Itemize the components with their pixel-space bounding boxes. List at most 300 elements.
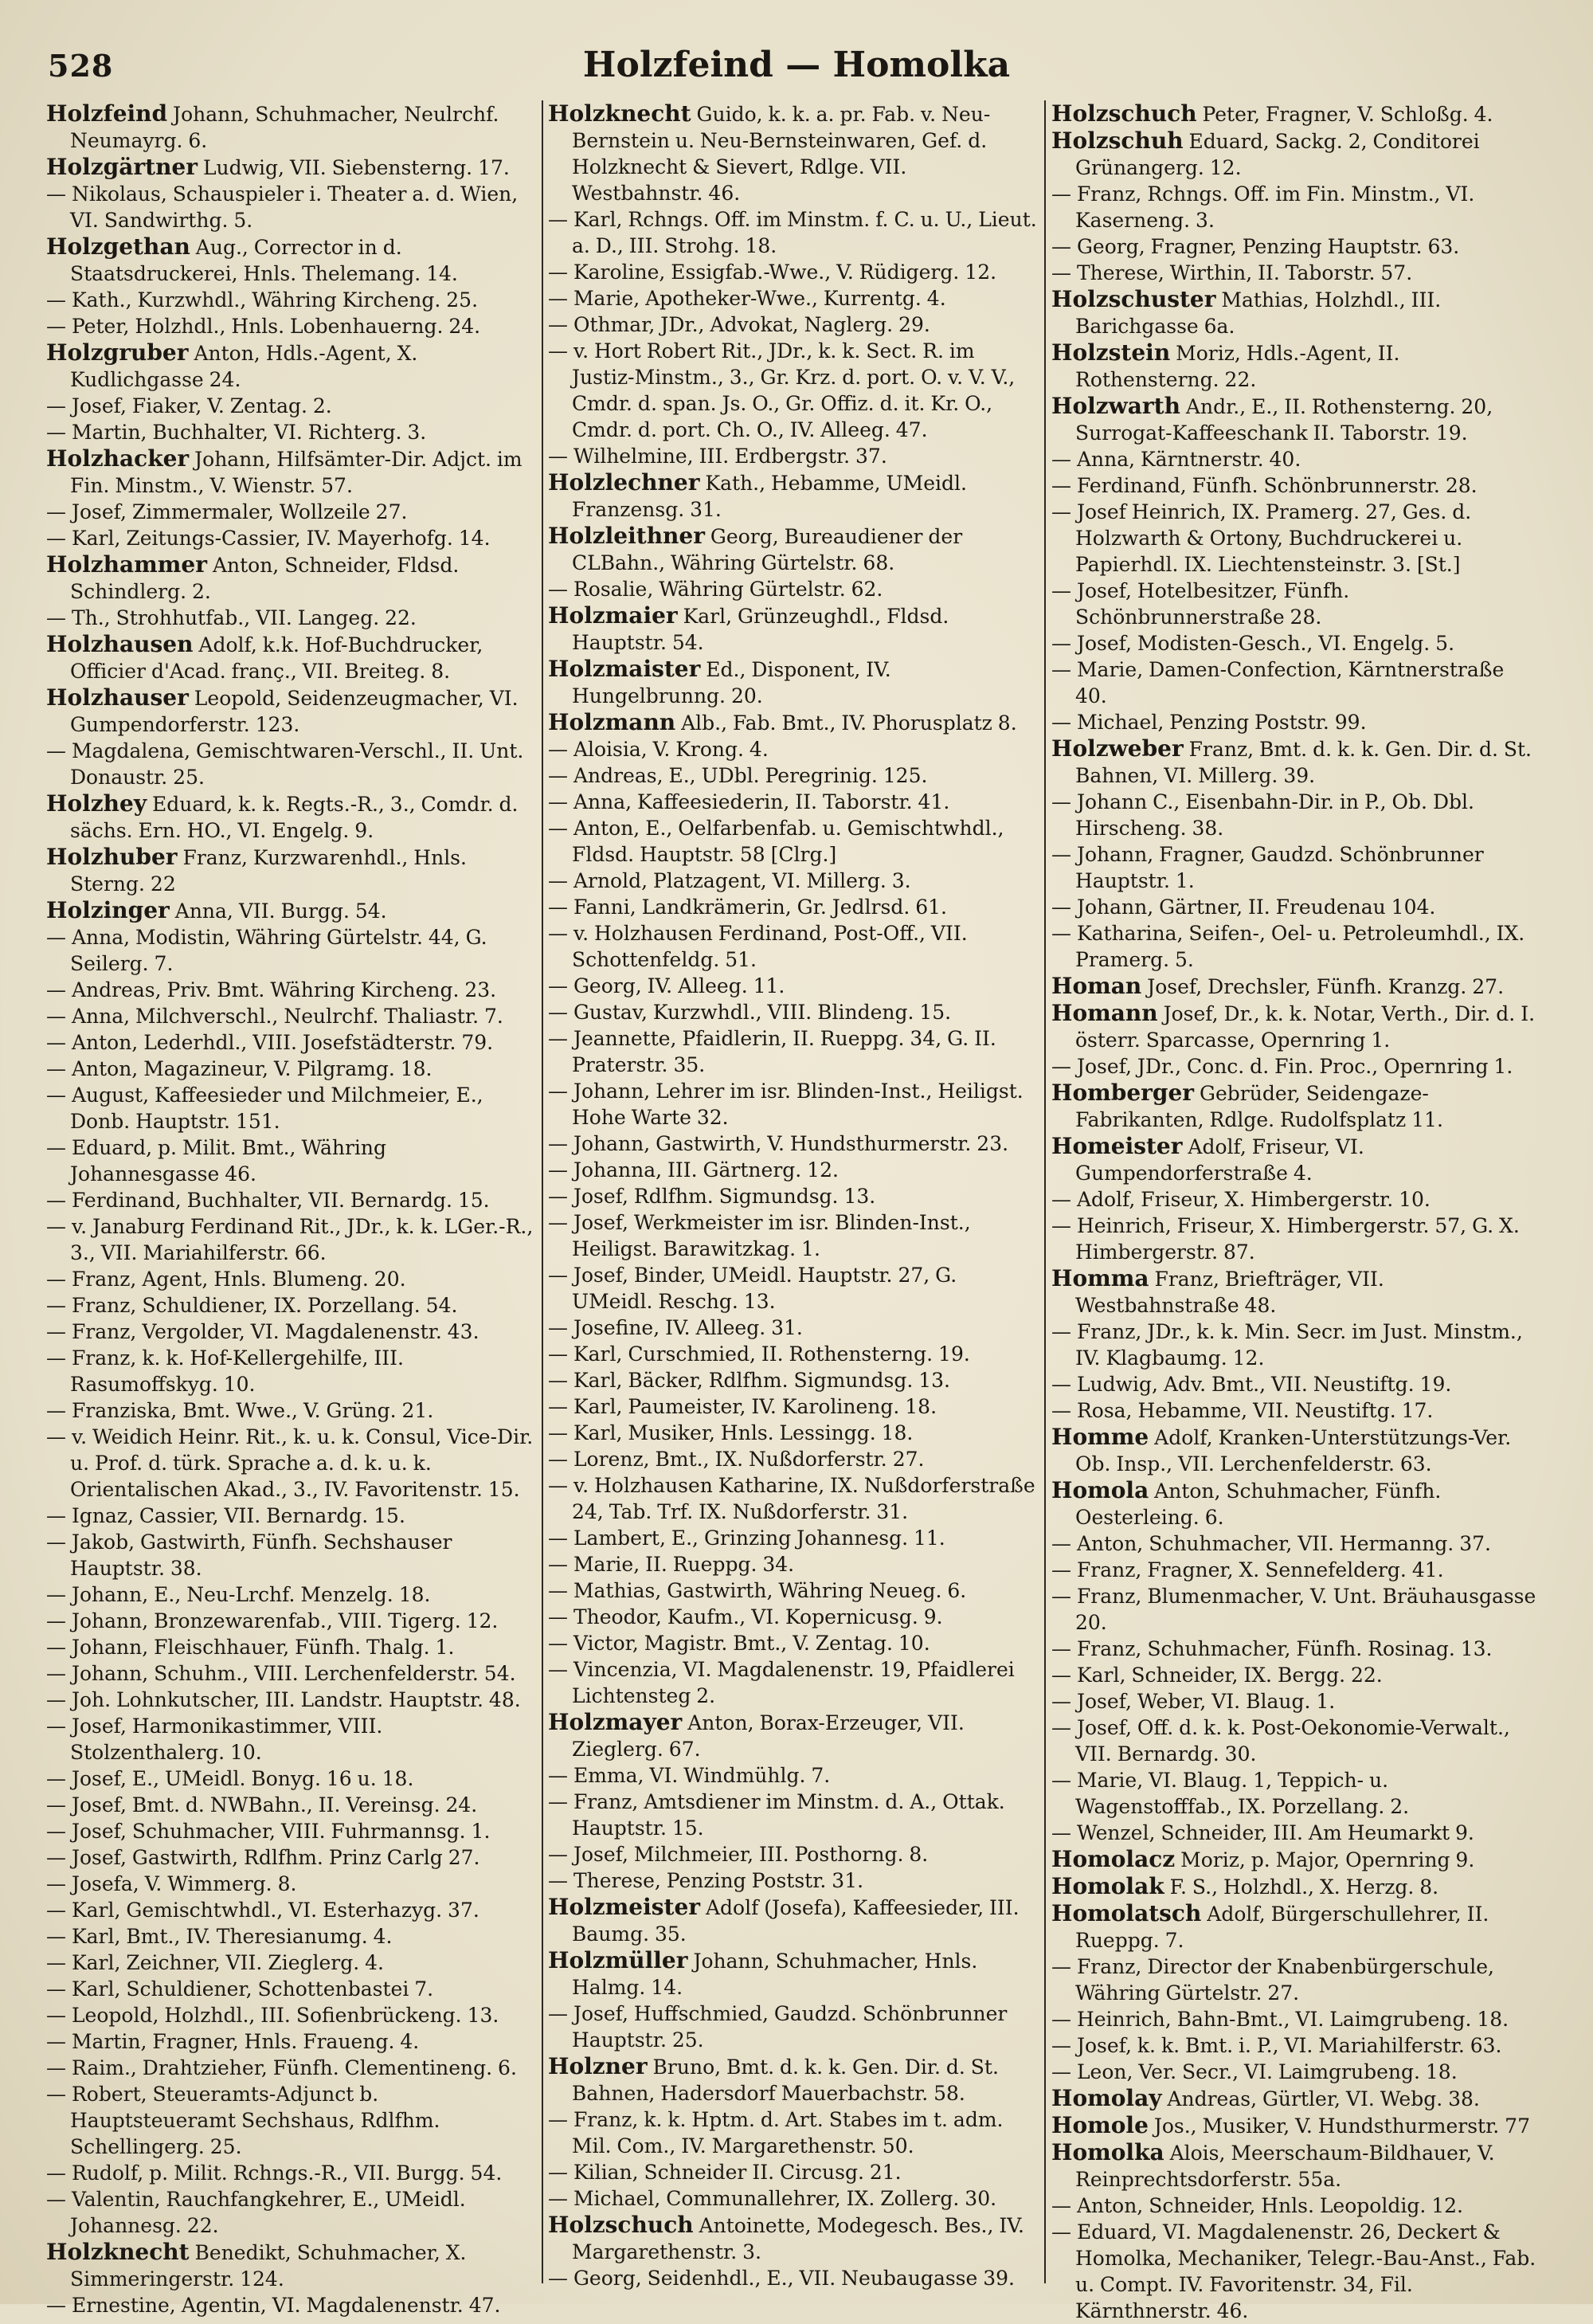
page-header xyxy=(48,45,1545,89)
directory-entry xyxy=(1051,1688,1540,1715)
directory-entry xyxy=(46,897,535,924)
directory-entry xyxy=(46,1082,535,1135)
directory-entry xyxy=(1051,630,1540,656)
entry-details: Franz, Briefträger, VII. Westbahnstraße 48. xyxy=(1075,1268,1384,1317)
entry-details: — Martin, Fragner, Hnls. Fraueng. 4. xyxy=(46,2030,420,2053)
entry-details: — v. Holzhausen Katharine, IX. Nußdorferstraße 24, Tab. Trf. IX. Nußdorferstr. 31. xyxy=(548,1474,1035,1523)
entry-details: — Heinrich, Friseur, X. Himbergerstr. 57, G. X. Himbergerstr. 87. xyxy=(1051,1214,1520,1264)
entry-details: Josef, Drechsler, Fünfh. Kranzg. 27. xyxy=(1141,975,1505,998)
entry-details: Eduard, k. k. Regts.-R., 3., Comdr. d. sächs. Ern. HO., VI. Engelg. 9. xyxy=(70,793,519,842)
directory-entry xyxy=(46,1135,535,1187)
entry-surname: Holzgärtner xyxy=(46,154,198,180)
directory-entry xyxy=(548,2159,1037,2185)
directory-entry xyxy=(1051,1846,1540,1873)
entry-details: — Josef, Werkmeister im isr. Blinden-Inst., Heiligst. Barawitzkag. 1. xyxy=(548,1211,971,1260)
entry-details: — Johann, Lehrer im isr. Blinden-Inst., Heiligst. Hohe Warte 32. xyxy=(548,1080,1024,1129)
entry-details: — Anton, Magazineur, V. Pilgramg. 18. xyxy=(46,1057,432,1080)
entry-details: Anton, Borax-Erzeuger, VII. Zieglerg. 67. xyxy=(572,1711,965,1761)
column-2 xyxy=(548,100,1037,2290)
entry-details: — Josef, Hotelbesitzer, Fünfh. Schönbrunnerstraße 28. xyxy=(1051,579,1350,629)
entry-surname: Homolak xyxy=(1051,1873,1164,1899)
entry-surname: Homma xyxy=(1051,1265,1149,1291)
entry-details: — Karl, Curschmied, II. Rothensterng. 19. xyxy=(548,1342,970,1366)
directory-entry xyxy=(548,1577,1037,1604)
directory-entry xyxy=(1051,2139,1540,2193)
entry-surname: Homan xyxy=(1051,973,1142,999)
entry-surname: Holzhausen xyxy=(46,631,194,657)
entry-details: — Anton, E., Oelfarbenfab. u. Gemischtwhdl., Fldsd. Hauptstr. 58 [Clrg.] xyxy=(548,817,1004,866)
entry-details: — Josefa, V. Wimmerg. 8. xyxy=(46,1872,297,1895)
directory-entry xyxy=(46,1397,535,1424)
entry-details: — Franz, k. k. Hof-Kellergehilfe, III. Rasumoffskyg. 10. xyxy=(46,1346,405,1396)
entry-details: Ludwig, VII. Siebensterng. 17. xyxy=(198,156,510,179)
entry-details: Adolf, k.k. Hof-Buchdrucker, Officier d'Acad. franç., VII. Breiteg. 8. xyxy=(70,633,483,683)
page-number: 528 xyxy=(48,48,114,84)
directory-entry xyxy=(46,1503,535,1529)
directory-entry xyxy=(46,1213,535,1266)
directory-entry xyxy=(548,1604,1037,1630)
entry-details: — Karl, Rchngs. Off. im Minstm. f. C. u. U., Lieut. a. D., III. Strohg. 18. xyxy=(548,208,1037,257)
entry-surname: Holzhammer xyxy=(46,551,207,578)
directory-entry xyxy=(46,393,535,419)
directory-entry xyxy=(46,419,535,445)
entry-details: — v. Hort Robert Rit., JDr., k. k. Sect. R. im Justiz-Minstm., 3., Gr. Krz. d. port. O. v. V. V., Cmdr. d. span. Js. O., Gr. Offiz. d. it. Kr. O., Cmdr. d. port. Ch. O., IV. Alleeg. 47. xyxy=(548,339,1016,441)
entry-surname: Holzschuch xyxy=(1051,100,1197,127)
directory-entry xyxy=(548,1341,1037,1367)
entry-details: Adolf, Friseur, VI. Gumpendorferstraße 4. xyxy=(1075,1135,1364,1185)
directory-entry xyxy=(548,973,1037,999)
directory-entry xyxy=(1051,2219,1540,2324)
entry-surname: Holzlechner xyxy=(548,469,700,496)
directory-entry xyxy=(548,1841,1037,1867)
entry-details: — Michael, Penzing Poststr. 99. xyxy=(1051,711,1367,734)
entry-details: — v. Weidich Heinr. Rit., k. u. k. Consul, Vice-Dir. u. Prof. d. türk. Sprache a. d. k. u. k. Orientalischen Akad., 3., IV. Favoritenstr. 15. xyxy=(46,1425,534,1501)
entry-details: — Johann, Fleischhauer, Fünfh. Thalg. 1. xyxy=(46,1636,455,1659)
directory-entry xyxy=(1051,1530,1540,1557)
directory-entry xyxy=(548,894,1037,920)
entry-details: — Gustav, Kurzwhdl., VIII. Blindeng. 15. xyxy=(548,1001,952,1024)
entry-details: — Karl, Zeichner, VII. Zieglerg. 4. xyxy=(46,1951,384,1974)
directory-entry xyxy=(548,443,1037,469)
directory-entry xyxy=(46,1976,535,2002)
entry-surname: Homme xyxy=(1051,1424,1149,1450)
entry-details: — Franziska, Bmt. Wwe., V. Grüng. 21. xyxy=(46,1399,434,1422)
directory-entry xyxy=(46,1187,535,1213)
entry-details: — Josef, Milchmeier, III. Posthorng. 8. xyxy=(548,1843,929,1866)
entry-surname: Homolatsch xyxy=(1051,1900,1202,1926)
entry-details: — Karl, Gemischtwhdl., VI. Esterhazyg. 37. xyxy=(46,1899,479,1922)
entry-details: — Anton, Lederhdl., VIII. Josefstädterstr. 79. xyxy=(46,1031,494,1054)
entry-details: — Karl, Schneider, IX. Bergg. 22. xyxy=(1051,1664,1383,1687)
directory-entry xyxy=(548,576,1037,602)
entry-details: — Wilhelmine, III. Erdbergstr. 37. xyxy=(548,445,887,468)
directory-entry xyxy=(548,999,1037,1025)
entry-details: Adolf, Kranken-Unterstützungs-Ver. Ob. Insp., VII. Lerchenfelderstr. 63. xyxy=(1075,1426,1512,1476)
entry-details: — Josef, Binder, UMeidl. Hauptstr. 27, G. UMeidl. Reschg. 13. xyxy=(548,1264,957,1313)
entry-details: — Therese, Wirthin, II. Taborstr. 57. xyxy=(1051,261,1413,284)
entry-details: — Kath., Kurzwhdl., Währing Kircheng. 25. xyxy=(46,288,479,312)
directory-entry xyxy=(46,1345,535,1397)
directory-entry xyxy=(548,1446,1037,1472)
entry-details: — Ernestine, Agentin, VI. Magdalenenstr. 47. xyxy=(46,2294,501,2317)
directory-entry xyxy=(548,2001,1037,2053)
entry-surname: Holzmüller xyxy=(548,1947,688,1973)
entry-details: Alb., Fab. Bmt., IV. Phorusplatz 8. xyxy=(675,711,1017,735)
directory-entry xyxy=(1051,578,1540,630)
entry-details: Adolf (Josefa), Kaffeesieder, III. Baumg. 35. xyxy=(572,1896,1020,1946)
entry-details: — Ludwig, Adv. Bmt., VII. Neustiftg. 19. xyxy=(1051,1373,1452,1396)
directory-entry xyxy=(46,1766,535,1792)
entry-details: — Karl, Musiker, Hnls. Lessingg. 18. xyxy=(548,1421,914,1444)
entry-details: — Franz, Schuhmacher, Fünfh. Rosinag. 13. xyxy=(1051,1637,1493,1660)
directory-entry xyxy=(1051,1265,1540,1319)
entry-details: — Josef, E., UMeidl. Bonyg. 16 u. 18. xyxy=(46,1767,414,1790)
directory-entry xyxy=(46,445,535,499)
entry-details: — Josef, Bmt. d. NWBahn., II. Vereinsg. 24. xyxy=(46,1793,478,1816)
entry-details: Alois, Meerschaum-Bildhauer, V. Reinprechtsdorferstr. 55a. xyxy=(1075,2142,1495,2191)
entry-details: — Lambert, E., Grinzing Johannesg. 11. xyxy=(548,1526,945,1550)
directory-entry xyxy=(46,181,535,233)
directory-entry xyxy=(548,1867,1037,1894)
entry-details: — Karl, Paumeister, IV. Karolineng. 18. xyxy=(548,1395,937,1418)
entry-surname: Holzmaier xyxy=(548,602,678,629)
directory-entry xyxy=(548,1789,1037,1841)
directory-entry xyxy=(548,1393,1037,1420)
entry-details: — Theodor, Kaufm., VI. Kopernicusg. 9. xyxy=(548,1605,943,1628)
entry-details: — Josef, Rdlfhm. Sigmundsg. 13. xyxy=(548,1185,876,1208)
entry-details: — Lorenz, Bmt., IX. Nußdorferstr. 27. xyxy=(548,1448,925,1471)
entry-details: Adolf, Bürgerschullehrer, II. Rueppg. 7. xyxy=(1075,1903,1489,1952)
entry-details: Anna, VII. Burgg. 54. xyxy=(169,899,387,923)
entry-details: — Jakob, Gastwirth, Fünfh. Sechshauser Hauptstr. 38. xyxy=(46,1530,452,1580)
entry-details: — Martin, Buchhalter, VI. Richterg. 3. xyxy=(46,421,427,444)
directory-entry xyxy=(1051,127,1540,181)
entry-details: Benedikt, Schuhmacher, X. Simmeringerstr. 124. xyxy=(70,2241,467,2291)
entry-details: — Vincenzia, VI. Magdalenenstr. 19, Pfaidlerei Lichtensteg 2. xyxy=(548,1658,1015,1707)
directory-entry xyxy=(46,2002,535,2028)
directory-entry xyxy=(46,1844,535,1871)
directory-entry xyxy=(548,523,1037,576)
entry-details: Johann, Schuhmacher, Hnls. Halmg. 14. xyxy=(572,1950,978,1999)
entry-details: — v. Holzhausen Ferdinand, Post-Off., VII. Schottenfeldg. 51. xyxy=(548,922,968,971)
directory-entry xyxy=(46,1897,535,1923)
entry-details: — Mathias, Gastwirth, Währing Neueg. 6. xyxy=(548,1579,967,1602)
entry-surname: Holzhauser xyxy=(46,684,189,711)
directory-entry xyxy=(548,815,1037,868)
entry-details: — Leon, Ver. Secr., VI. Laimgrubeng. 18. xyxy=(1051,2060,1458,2083)
entry-details: Johann, Hilfsämter-Dir. Adjct. im Fin. Minstm., V. Wienstr. 57. xyxy=(70,448,523,497)
directory-entry xyxy=(46,2028,535,2055)
entry-details: Franz, Bmt. d. k. k. Gen. Dir. d. St. Bahnen, VI. Millerg. 39. xyxy=(1075,738,1532,787)
entry-details: — Josef, Gastwirth, Rdlfhm. Prinz Carlg 27. xyxy=(46,1846,480,1869)
entry-details: Jos., Musiker, V. Hundsthurmerstr. 77 xyxy=(1148,2114,1530,2138)
directory-entry xyxy=(1051,1213,1540,1265)
directory-entry xyxy=(548,868,1037,894)
directory-entry xyxy=(46,1923,535,1950)
entry-details: — Ferdinand, Buchhalter, VII. Bernardg. 15. xyxy=(46,1189,490,1212)
directory-entry xyxy=(548,1131,1037,1157)
entry-details: — Johanna, III. Gärtnerg. 12. xyxy=(548,1158,839,1182)
directory-entry xyxy=(46,605,535,631)
directory-entry xyxy=(1051,1583,1540,1636)
directory-entry xyxy=(548,259,1037,285)
directory-entry xyxy=(548,762,1037,789)
entry-surname: Homole xyxy=(1051,2112,1149,2138)
directory-entry xyxy=(1051,735,1540,789)
directory-entry xyxy=(1051,1186,1540,1213)
entry-details: — Wenzel, Schneider, III. Am Heumarkt 9. xyxy=(1051,1821,1474,1844)
entry-details: Mathias, Holzhdl., III. Barichgasse 6a. xyxy=(1075,288,1442,338)
directory-entry xyxy=(1051,973,1540,1000)
entry-details: — Franz, k. k. Hptm. d. Art. Stabes im t. adm. Mil. Com., IV. Margarethenstr. 50. xyxy=(548,2108,1004,2157)
directory-entry xyxy=(46,2055,535,2081)
entry-details: — Franz, Fragner, X. Sennefelderg. 41. xyxy=(1051,1558,1444,1581)
directory-columns xyxy=(46,100,1547,2322)
entry-details: — Magdalena, Gemischtwaren-Verschl., II. Unt. Donaustr. 25. xyxy=(46,739,524,789)
directory-entry xyxy=(548,1894,1037,1947)
directory-entry xyxy=(46,2292,535,2318)
directory-entry xyxy=(1051,393,1540,446)
entry-details: — Therese, Penzing Poststr. 31. xyxy=(548,1869,864,1892)
entry-details: — Josefine, IV. Alleeg. 31. xyxy=(548,1316,803,1339)
entry-surname: Holzhuber xyxy=(46,844,178,870)
entry-surname: Homola xyxy=(1051,1477,1149,1503)
directory-entry xyxy=(46,1003,535,1029)
directory-entry xyxy=(1051,1636,1540,1662)
entry-details: Anton, Schuhmacher, Fünfh. Oesterleing. 6. xyxy=(1075,1479,1442,1529)
entry-details: — Eduard, p. Milit. Bmt., Währing Johannesgasse 46. xyxy=(46,1136,387,1186)
directory-entry xyxy=(548,1630,1037,1656)
entry-details: — Karl, Bäcker, Rdlfhm. Sigmundsg. 13. xyxy=(548,1369,950,1392)
entry-details: — Anna, Kärntnerstr. 40. xyxy=(1051,448,1301,471)
directory-entry xyxy=(1051,499,1540,578)
directory-entry xyxy=(46,2186,535,2239)
entry-details: — Franz, Blumenmacher, V. Unt. Bräuhausgasse 20. xyxy=(1051,1585,1536,1634)
directory-entry xyxy=(1051,2059,1540,2085)
entry-details: — Nikolaus, Schauspieler i. Theater a. d. Wien, VI. Sandwirthg. 5. xyxy=(46,182,519,232)
directory-entry xyxy=(1051,1000,1540,1053)
directory-entry xyxy=(46,2239,535,2292)
entry-details: — Peter, Holzhdl., Hnls. Lobenhauerng. 24. xyxy=(46,315,481,338)
entry-details: — Katharina, Seifen-, Oel- u. Petroleumhdl., IX. Pramerg. 5. xyxy=(1051,922,1525,971)
directory-entry xyxy=(548,1709,1037,1762)
entry-details: — Josef, Zimmermaler, Wollzeile 27. xyxy=(46,500,408,523)
entry-details: — Michael, Communallehrer, IX. Zollerg. 30. xyxy=(548,2187,997,2210)
directory-entry xyxy=(46,233,535,287)
entry-details: Moriz, Hdls.-Agent, II. Rothensterng. 22. xyxy=(1075,342,1400,391)
entry-details: — Karl, Zeitungs-Cassier, IV. Mayerhofg. 14. xyxy=(46,527,491,550)
directory-entry xyxy=(1051,1715,1540,1767)
entry-surname: Holzschuster xyxy=(1051,286,1216,312)
page-title: Holzfeind — Homolka xyxy=(582,45,1011,85)
entry-details: Andr., E., II. Rothensterng. 20, Surrogat-Kaffeeschank II. Taborstr. 19. xyxy=(1075,395,1493,445)
directory-entry xyxy=(1051,709,1540,735)
entry-details: — Franz, Vergolder, VI. Magdalenenstr. 43. xyxy=(46,1320,479,1343)
entry-details: Josef, Dr., k. k. Notar, Verth., Dir. d. I. österr. Sparcasse, Opernring 1. xyxy=(1075,1002,1536,1052)
directory-entry xyxy=(46,1660,535,1687)
entry-details: Antoinette, Modegesch. Bes., IV. Margarethenstr. 3. xyxy=(572,2214,1024,2263)
directory-entry xyxy=(1051,1133,1540,1186)
directory-entry xyxy=(1051,233,1540,260)
directory-entry xyxy=(548,1315,1037,1341)
entry-details: — Josef, Harmonikastimmer, VIII. Stolzenthalerg. 10. xyxy=(46,1715,383,1764)
directory-entry xyxy=(1051,1900,1540,1954)
entry-surname: Holzner xyxy=(548,2053,648,2079)
directory-entry xyxy=(548,2212,1037,2265)
directory-entry xyxy=(46,1292,535,1319)
directory-entry xyxy=(46,1529,535,1581)
directory-entry xyxy=(1051,841,1540,894)
directory-entry xyxy=(548,312,1037,338)
entry-details: — Victor, Magistr. Bmt., V. Zentag. 10. xyxy=(548,1632,930,1655)
entry-details: — Marie, Damen-Confection, Kärntnerstraße 40. xyxy=(1051,658,1505,707)
directory-entry xyxy=(46,1792,535,1818)
entry-details: Anton, Schneider, Fldsd. Schindlerg. 2. xyxy=(70,554,460,603)
entry-surname: Holzgruber xyxy=(46,339,189,366)
directory-entry xyxy=(46,1634,535,1660)
directory-entry xyxy=(1051,920,1540,973)
entry-details: — Georg, Fragner, Penzing Hauptstr. 63. xyxy=(1051,235,1460,258)
entry-details: — Th., Strohhutfab., VII. Langeg. 22. xyxy=(46,606,417,629)
directory-entry xyxy=(1051,2006,1540,2032)
directory-entry xyxy=(46,1266,535,1292)
directory-entry xyxy=(1051,1371,1540,1397)
entry-details: — Eduard, VI. Magdalenenstr. 26, Deckert & Homolka, Mechaniker, Telegr.-Bau-Anst., Fab. u. Compt. IV. Favoritenstr. 34, Fil. Kärnthnerstr. 46. xyxy=(1051,2220,1536,2322)
entry-surname: Homolay xyxy=(1051,2085,1162,2111)
entry-details: — Arnold, Platzagent, VI. Millerg. 3. xyxy=(548,869,911,892)
directory-entry xyxy=(548,285,1037,312)
directory-entry xyxy=(1051,2193,1540,2219)
entry-surname: Homolacz xyxy=(1051,1846,1176,1872)
entry-details: — Anton, Schuhmacher, VII. Hermanng. 37. xyxy=(1051,1532,1491,1555)
directory-entry xyxy=(46,313,535,339)
directory-entry xyxy=(1051,181,1540,233)
entry-details: Andreas, Gürtler, VI. Webg. 38. xyxy=(1161,2087,1480,2110)
entry-surname: Holzmaister xyxy=(548,656,701,682)
directory-entry xyxy=(548,1078,1037,1131)
directory-entry xyxy=(1051,1080,1540,1133)
entry-details: — Georg, Seidenhdl., E., VII. Neubaugasse 39. xyxy=(548,2267,1016,2290)
entry-details: — August, Kaffeesieder und Milchmeier, E., Donb. Hauptstr. 151. xyxy=(46,1084,483,1133)
directory-entry xyxy=(1051,1954,1540,2006)
entry-details: — Marie, VI. Blaug. 1, Teppich- u. Wagenstofffab., IX. Porzellang. 2. xyxy=(1051,1769,1410,1818)
directory-entry xyxy=(1051,1053,1540,1080)
directory-entry xyxy=(548,1262,1037,1315)
entry-details: — Johann, Gastwirth, V. Hundsthurmerstr. 23. xyxy=(548,1132,1009,1155)
directory-entry xyxy=(1051,656,1540,709)
entry-surname: Holzfeind xyxy=(46,100,168,127)
entry-details: Georg, Bureaudiener der CLBahn., Währing Gürtelstr. 68. xyxy=(572,525,963,574)
entry-details: — Emma, VI. Windmühlg. 7. xyxy=(548,1764,831,1787)
entry-details: — Franz, Schuldiener, IX. Porzellang. 54. xyxy=(46,1294,458,1317)
entry-details: — Adolf, Friseur, X. Himbergerstr. 10. xyxy=(1051,1188,1431,1211)
directory-entry xyxy=(46,339,535,393)
entry-details: — Anna, Kaffeesiederin, II. Taborstr. 41. xyxy=(548,790,950,813)
entry-details: — Rosalie, Währing Gürtelstr. 62. xyxy=(548,578,883,601)
entry-surname: Holzweber xyxy=(1051,735,1184,762)
directory-entry xyxy=(548,736,1037,762)
entry-details: — Johann, E., Neu-Lrchf. Menzelg. 18. xyxy=(46,1583,431,1606)
entry-details: — Franz, Amtsdiener im Minstm. d. A., Ottak. Hauptstr. 15. xyxy=(548,1790,1005,1840)
directory-entry xyxy=(548,100,1037,206)
entry-details: Johann, Schuhmacher, Neulrchf. Neumayrg. 6. xyxy=(70,103,499,152)
directory-entry xyxy=(1051,1319,1540,1371)
entry-details: — Josef, JDr., Conc. d. Fin. Proc., Opernring 1. xyxy=(1051,1055,1513,1078)
entry-details: — Andreas, Priv. Bmt. Währing Kircheng. 23. xyxy=(46,978,497,1001)
entry-details: Anton, Hdls.-Agent, X. Kudlichgasse 24. xyxy=(70,342,418,391)
entry-details: — Robert, Steueramts-Adjunct b. Hauptsteueramt Sechshaus, Rdlfhm. Schellingerg. 25. xyxy=(46,2083,440,2158)
directory-entry xyxy=(1051,1477,1540,1530)
directory-entry xyxy=(548,1656,1037,1709)
column-1 xyxy=(46,100,535,2317)
entry-details: Aug., Corrector in d. Staatsdruckerei, Hnls. Thelemang. 14. xyxy=(70,236,458,285)
directory-entry xyxy=(1051,1767,1540,1820)
entry-details: — Josef, k. k. Bmt. i. P., VI. Mariahilferstr. 63. xyxy=(1051,2034,1502,2057)
entry-details: — Andreas, E., UDbl. Peregrinig. 125. xyxy=(548,764,928,787)
entry-surname: Holzmann xyxy=(548,709,676,735)
directory-entry xyxy=(1051,472,1540,499)
entry-details: — Othmar, JDr., Advokat, Naglerg. 29. xyxy=(548,313,930,336)
entry-details: — Johann, Gärtner, II. Freudenau 104. xyxy=(1051,896,1436,919)
entry-details: — Kilian, Schneider II. Circusg. 21. xyxy=(548,2161,902,2184)
directory-entry xyxy=(46,1871,535,1897)
entry-surname: Homolka xyxy=(1051,2139,1164,2165)
directory-entry xyxy=(1051,2032,1540,2059)
directory-entry xyxy=(548,1551,1037,1577)
entry-surname: Holzwarth xyxy=(1051,393,1180,419)
directory-entry xyxy=(46,631,535,684)
entry-surname: Holzgethan xyxy=(46,233,190,260)
entry-surname: Holzinger xyxy=(46,897,170,923)
directory-entry xyxy=(46,2081,535,2160)
entry-details: Karl, Grünzeughdl., Fldsd. Hauptstr. 54. xyxy=(572,605,949,654)
entry-details: — Ignaz, Cassier, VII. Bernardg. 15. xyxy=(46,1504,405,1527)
directory-entry xyxy=(1051,2112,1540,2139)
entry-details: Gebrüder, Seidengaze-Fabrikanten, Rdlge. Rudolfsplatz 11. xyxy=(1075,1082,1443,1131)
entry-details: — Karoline, Essigfab.-Wwe., V. Rüdigerg. 12. xyxy=(548,261,997,284)
entry-details: — Johann, Fragner, Gaudzd. Schönbrunner Hauptstr. 1. xyxy=(1051,843,1484,892)
directory-entry xyxy=(548,2265,1037,2291)
entry-details: — Raim., Drahtzieher, Fünfh. Clementineng. 6. xyxy=(46,2056,517,2079)
directory-entry xyxy=(548,1525,1037,1551)
entry-details: — Franz, JDr., k. k. Min. Secr. im Just. Minstm., IV. Klagbaumg. 12. xyxy=(1051,1320,1523,1370)
entry-surname: Holzknecht xyxy=(548,100,691,127)
entry-details: — Johann, Schuhm., VIII. Lerchenfelderstr. 54. xyxy=(46,1662,516,1685)
directory-entry xyxy=(46,1029,535,1056)
directory-entry xyxy=(548,1209,1037,1262)
column-3 xyxy=(1051,100,1540,2322)
directory-entry xyxy=(1051,339,1540,393)
directory-entry xyxy=(548,338,1037,443)
directory-entry xyxy=(548,920,1037,973)
directory-entry xyxy=(46,977,535,1003)
directory-entry xyxy=(46,2160,535,2186)
entry-details: — Joh. Lohnkutscher, III. Landstr. Hauptstr. 48. xyxy=(46,1688,521,1711)
directory-entry xyxy=(46,924,535,977)
entry-details: — Marie, II. Rueppg. 34. xyxy=(548,1553,795,1576)
entry-details: — Anna, Milchverschl., Neulrchf. Thaliastr. 7. xyxy=(46,1005,503,1028)
entry-details: — Valentin, Rauchfangkehrer, E., UMeidl. Johannesg. 22. xyxy=(46,2188,466,2237)
entry-details: Kath., Hebamme, UMeidl. Franzensg. 31. xyxy=(572,472,967,521)
directory-entry xyxy=(46,1950,535,1976)
directory-entry xyxy=(46,287,535,313)
entry-details: — Johann, Bronzewarenfab., VIII. Tigerg. 12. xyxy=(46,1609,499,1632)
entry-details: — Johann C., Eisenbahn-Dir. in P., Ob. Dbl. Hirscheng. 38. xyxy=(1051,790,1474,840)
directory-entry xyxy=(1051,789,1540,841)
entry-surname: Homann xyxy=(1051,1000,1158,1026)
directory-entry xyxy=(1051,1557,1540,1583)
entry-details: — Josef Heinrich, IX. Pramerg. 27, Ges. d. Holzwarth & Ortony, Buchdruckerei u. Papierhdl. IX. Liechtensteinstr. 3. [St.] xyxy=(1051,500,1472,576)
